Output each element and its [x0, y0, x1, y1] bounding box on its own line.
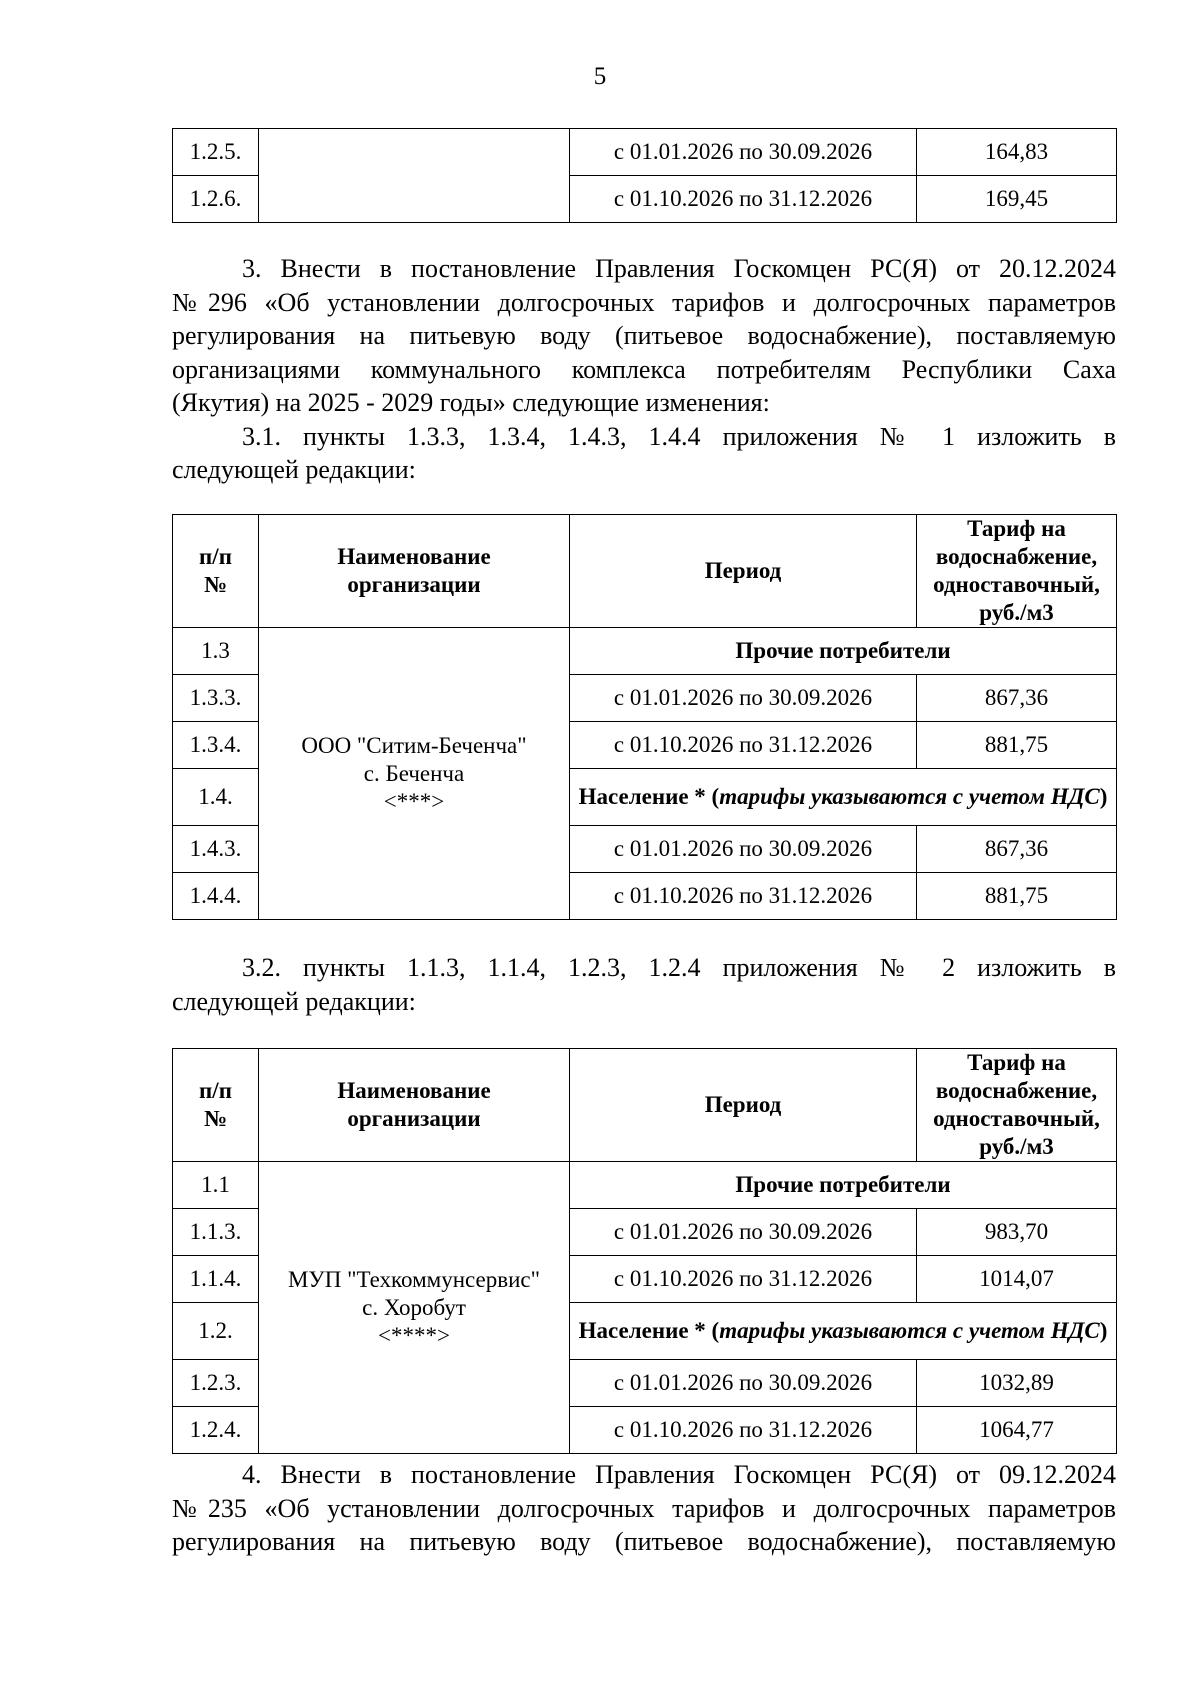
- group-row: [173, 628, 1117, 675]
- group-label: Прочие потребители: [570, 628, 1117, 675]
- organization-name: МУП "Техкоммунсервис": [287, 1266, 540, 1292]
- organization-cell: [259, 129, 570, 223]
- text-line: (Якутия) на 2025 - 2029 годы» следующие изменения:: [172, 388, 770, 417]
- organization-footnote-mark: <***>: [383, 788, 445, 814]
- table-header-row: [173, 1049, 1117, 1162]
- row-number: 1.4.4.: [173, 873, 259, 920]
- header-tariff: Тариф на водоснабжение, одноставочный, руб./м3: [917, 515, 1117, 628]
- text-line: №296 «Об установлении долгосрочных тарифов и долгосрочных параметров: [172, 287, 1116, 317]
- group-row: [173, 1162, 1117, 1209]
- table-row: [173, 129, 1117, 176]
- group-number: 1.4.: [173, 769, 259, 826]
- group-number: 1.3: [173, 628, 259, 675]
- row-number: 1.3.4.: [173, 722, 259, 769]
- group-number: 1.1: [173, 1162, 259, 1209]
- tariff-cell: 1032,89: [917, 1360, 1117, 1407]
- organization-cell: [259, 628, 570, 920]
- tariff-cell: 164,83: [917, 129, 1117, 176]
- text-line: организациями коммунального комплекса потребителям Республики Саха: [172, 354, 1116, 384]
- text-line: 3. Внести в постановление Правления Госкомцен РС(Я) от 20.12.2024: [242, 254, 1116, 283]
- organization-name: ООО "Ситим-Беченча": [301, 732, 527, 758]
- group-label: Население * (тарифы указываются с учетом НДС): [570, 769, 1117, 826]
- period-cell: с 01.10.2026 по 31.12.2026: [570, 873, 917, 920]
- period-cell: с 01.10.2026 по 31.12.2026: [570, 722, 917, 769]
- tariff-table-2: [172, 1048, 1117, 1454]
- tariff-cell: 1014,07: [917, 1256, 1117, 1303]
- group-number: 1.2.: [173, 1303, 259, 1360]
- row-number: 1.1.4.: [173, 1256, 259, 1303]
- text-line: регулирования на питьевую воду (питьевое водоснабжение), поставляемую: [172, 1527, 1116, 1556]
- period-cell: с 01.10.2026 по 31.12.2026: [570, 1407, 917, 1454]
- row-number: 1.2.3.: [173, 1360, 259, 1407]
- row-number: 1.3.3.: [173, 675, 259, 722]
- row-number: 1.2.6.: [173, 176, 259, 223]
- row-number: 1.4.3.: [173, 826, 259, 873]
- tariff-cell: 881,75: [917, 873, 1117, 920]
- text-line: следующей редакции:: [172, 455, 416, 484]
- tariff-cell: 169,45: [917, 176, 1117, 223]
- tariff-table-1: [172, 514, 1117, 920]
- text-line: №235 «Об установлении долгосрочных тарифов и долгосрочных параметров: [172, 1493, 1116, 1523]
- tariff-cell: 881,75: [917, 722, 1117, 769]
- row-number: 1.1.3.: [173, 1209, 259, 1256]
- page-number: 5: [593, 63, 607, 90]
- header-organization: Наименование организации: [259, 515, 570, 628]
- header-number: п/п №: [173, 515, 259, 628]
- group-label: Население * (тарифы указываются с учетом НДС): [570, 1303, 1117, 1360]
- tariff-cell: 983,70: [917, 1209, 1117, 1256]
- text-line: 4. Внести в постановление Правления Госкомцен РС(Я) от 09.12.2024: [242, 1460, 1116, 1489]
- tariff-table-continuation: [172, 128, 1117, 223]
- text-line: 3.1. пункты 1.3.3, 1.3.4, 1.4.3, 1.4.4 приложения № 1 изложить в: [242, 421, 1116, 451]
- period-cell: с 01.01.2026 по 30.09.2026: [570, 675, 917, 722]
- group-label: Прочие потребители: [570, 1162, 1117, 1209]
- text-line: 3.2. пункты 1.1.3, 1.1.4, 1.2.3, 1.2.4 приложения № 2 изложить в: [242, 953, 1116, 982]
- row-number: 1.2.4.: [173, 1407, 259, 1454]
- tariff-cell: 867,36: [917, 826, 1117, 873]
- organization-locality: с. Беченча: [363, 760, 465, 786]
- period-cell: с 01.10.2026 по 31.12.2026: [570, 1256, 917, 1303]
- text-line: следующей редакции:: [172, 986, 416, 1016]
- header-tariff: Тариф на водоснабжение, одноставочный, руб./м3: [917, 1049, 1117, 1162]
- period-cell: с 01.01.2026 по 30.09.2026: [570, 1209, 917, 1256]
- section-4-paragraph: [172, 1458, 1116, 1559]
- period-cell: с 01.01.2026 по 30.09.2026: [570, 826, 917, 873]
- table-header-row: [173, 515, 1117, 628]
- period-cell: с 01.01.2026 по 30.09.2026: [570, 1360, 917, 1407]
- organization-locality: с. Хоробут: [362, 1294, 466, 1320]
- header-organization: Наименование организации: [259, 1049, 570, 1162]
- row-number: 1.2.5.: [173, 129, 259, 176]
- organization-cell: [259, 1162, 570, 1454]
- header-period: Период: [570, 515, 917, 628]
- tariff-cell: 867,36: [917, 675, 1117, 722]
- section-3-2-paragraph: [172, 951, 1116, 1018]
- text-line: регулирования на питьевую воду (питьевое водоснабжение), поставляемую: [172, 321, 1116, 350]
- organization-footnote-mark: <****>: [378, 1322, 450, 1348]
- tariff-cell: 1064,77: [917, 1407, 1117, 1454]
- section-3-paragraph: [172, 252, 1116, 487]
- header-period: Период: [570, 1049, 917, 1162]
- period-cell: с 01.10.2026 по 31.12.2026: [570, 176, 917, 223]
- period-cell: с 01.01.2026 по 30.09.2026: [570, 129, 917, 176]
- header-number: п/п №: [173, 1049, 259, 1162]
